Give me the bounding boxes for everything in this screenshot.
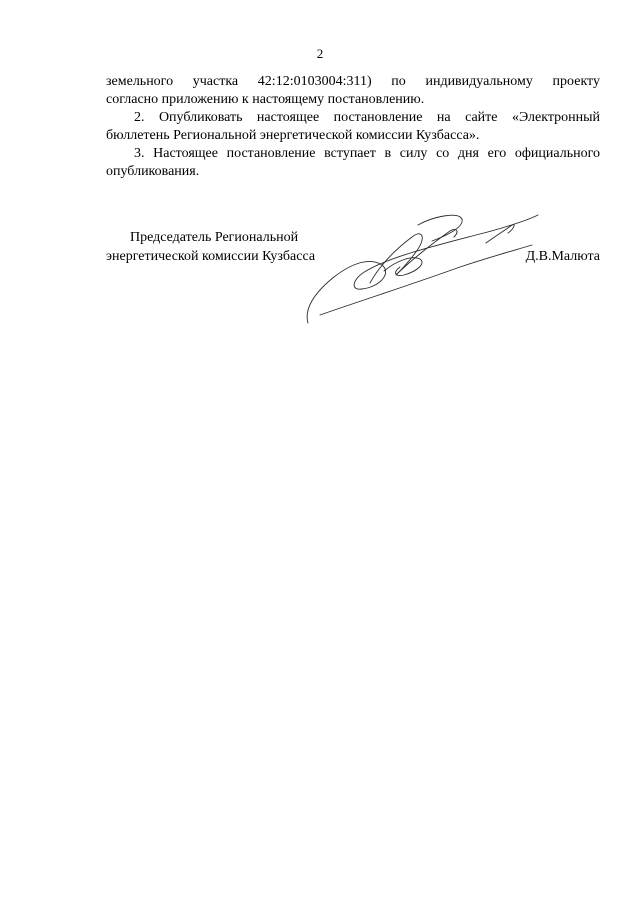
- paragraph-3: 3. Настоящее постановление вступает в силу со дня его официального опубликования.: [106, 146, 600, 179]
- paragraph-1-line-1: [106, 73, 600, 91]
- paragraph-1-line-2: [106, 91, 600, 109]
- paragraph-1-line-2-text: согласно приложению к настоящему постановлению.: [106, 92, 425, 107]
- signatory-title-line-2: энергетической комиссии Кузбасса: [106, 249, 316, 264]
- page-number: 2: [316, 46, 324, 61]
- signatory-title-line-1: Председатель Региональной: [130, 230, 299, 245]
- handwritten-signature: [300, 205, 550, 330]
- paragraph-1-line-1-text: земельного участка 42:12:0103004:311) по индивидуальному проекту: [106, 74, 600, 89]
- paragraph-2: 2. Опубликовать настоящее постановление на сайте «Электронный бюллетень Региональной энергетической комиссии Кузбасса».: [106, 110, 600, 143]
- signatory-name: Д.В.Малюта: [525, 249, 600, 264]
- document-body: [106, 73, 600, 181]
- signatory-title: [106, 228, 315, 266]
